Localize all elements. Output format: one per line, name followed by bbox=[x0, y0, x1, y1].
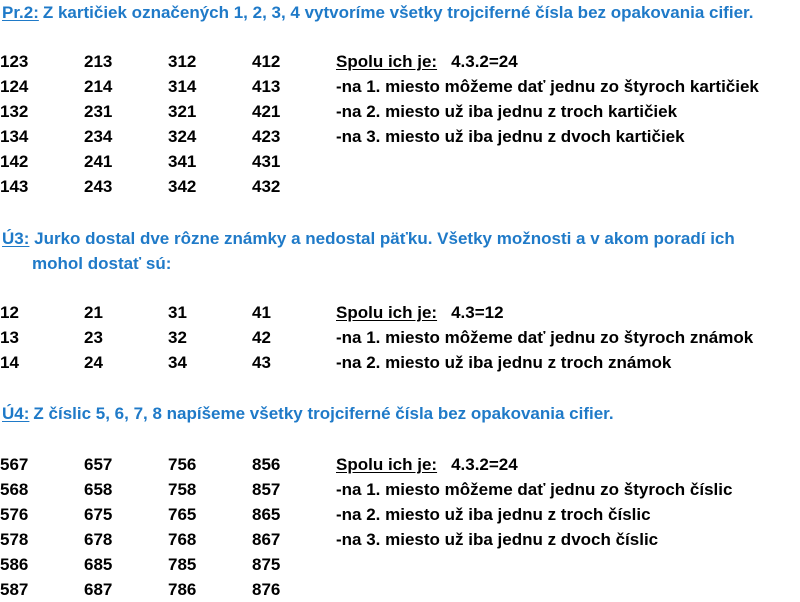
number-cell: 21 bbox=[84, 303, 103, 322]
number-cell: 42 bbox=[252, 328, 271, 347]
total-line bbox=[336, 300, 504, 325]
number-cell: 421 bbox=[252, 102, 281, 121]
table-row bbox=[0, 477, 800, 502]
number-cell: 24 bbox=[84, 353, 103, 372]
number-cell: 23 bbox=[84, 328, 103, 347]
number-cell: 31 bbox=[168, 303, 187, 322]
explanation-note: -na 3. miesto už iba jednu z dvoch kartičiek bbox=[336, 127, 685, 146]
number-cell: 43 bbox=[252, 353, 271, 372]
table-row bbox=[0, 99, 800, 124]
explanation-note: -na 2. miesto už iba jednu z troch známok bbox=[336, 353, 672, 372]
section-heading-line bbox=[2, 226, 735, 251]
number-cell: 675 bbox=[84, 505, 113, 524]
table-row bbox=[0, 124, 800, 149]
number-cell: 786 bbox=[168, 580, 197, 599]
total-value: 4.3=12 bbox=[451, 303, 504, 322]
section-title: Z kartičiek označených 1, 2, 3, 4 vytvoríme všetky trojciferné čísla bez opakovania cifier. bbox=[42, 3, 754, 22]
number-cell: 342 bbox=[168, 177, 197, 196]
number-cell: 687 bbox=[84, 580, 113, 599]
total-label: Spolu ich je: bbox=[336, 303, 438, 322]
number-cell: 685 bbox=[84, 555, 113, 574]
number-cell: 12 bbox=[0, 303, 19, 322]
section-title: Jurko dostal dve rôzne známky a nedostal päťku. Všetky možnosti a v akom poradí ich bbox=[34, 229, 735, 248]
table-row bbox=[0, 552, 800, 577]
number-cell: 142 bbox=[0, 152, 29, 171]
number-cell: 124 bbox=[0, 77, 29, 96]
number-cell: 578 bbox=[0, 530, 29, 549]
number-cell: 241 bbox=[84, 152, 113, 171]
table-row bbox=[0, 577, 800, 602]
number-cell: 41 bbox=[252, 303, 271, 322]
number-cell: 768 bbox=[168, 530, 197, 549]
number-cell: 865 bbox=[252, 505, 281, 524]
explanation-note: -na 3. miesto už iba jednu z dvoch číslic bbox=[336, 530, 659, 549]
number-cell: 412 bbox=[252, 52, 281, 71]
number-cell: 567 bbox=[0, 455, 29, 474]
table-row bbox=[0, 174, 800, 199]
number-cell: 413 bbox=[252, 77, 281, 96]
section-label: Ú4: bbox=[2, 404, 30, 423]
number-cell: 658 bbox=[84, 480, 113, 499]
number-cell: 576 bbox=[0, 505, 29, 524]
number-cell: 432 bbox=[252, 177, 281, 196]
number-cell: 876 bbox=[252, 580, 281, 599]
number-cell: 132 bbox=[0, 102, 29, 121]
total-value: 4.3.2=24 bbox=[451, 455, 518, 474]
number-cell: 756 bbox=[168, 455, 197, 474]
table-row bbox=[0, 325, 800, 350]
number-cell: 867 bbox=[252, 530, 281, 549]
number-cell: 423 bbox=[252, 127, 281, 146]
number-cell: 324 bbox=[168, 127, 197, 146]
number-cell: 314 bbox=[168, 77, 197, 96]
permutation-grid-u3 bbox=[0, 300, 800, 375]
number-cell: 765 bbox=[168, 505, 197, 524]
explanation-note: -na 2. miesto už iba jednu z troch kartičiek bbox=[336, 102, 678, 121]
permutation-grid-u4 bbox=[0, 452, 800, 602]
table-row bbox=[0, 527, 800, 552]
number-cell: 14 bbox=[0, 353, 19, 372]
permutation-grid-pr2 bbox=[0, 49, 800, 199]
section-heading-pr2 bbox=[2, 0, 753, 25]
number-cell: 875 bbox=[252, 555, 281, 574]
number-cell: 657 bbox=[84, 455, 113, 474]
number-cell: 134 bbox=[0, 127, 29, 146]
number-cell: 857 bbox=[252, 480, 281, 499]
table-row bbox=[0, 149, 800, 174]
total-label: Spolu ich je: bbox=[336, 52, 438, 71]
total-line bbox=[336, 452, 518, 477]
number-cell: 431 bbox=[252, 152, 281, 171]
number-cell: 32 bbox=[168, 328, 187, 347]
number-cell: 678 bbox=[84, 530, 113, 549]
number-cell: 243 bbox=[84, 177, 113, 196]
table-row bbox=[0, 350, 800, 375]
table-row bbox=[0, 452, 800, 477]
section-label: Pr.2: bbox=[2, 3, 39, 22]
table-row bbox=[0, 502, 800, 527]
number-cell: 785 bbox=[168, 555, 197, 574]
total-label: Spolu ich je: bbox=[336, 455, 438, 474]
number-cell: 312 bbox=[168, 52, 197, 71]
section-heading-u4 bbox=[2, 401, 614, 426]
table-row bbox=[0, 74, 800, 99]
number-cell: 231 bbox=[84, 102, 113, 121]
number-cell: 234 bbox=[84, 127, 113, 146]
number-cell: 321 bbox=[168, 102, 197, 121]
number-cell: 34 bbox=[168, 353, 187, 372]
section-label: Ú3: bbox=[2, 229, 30, 248]
number-cell: 13 bbox=[0, 328, 19, 347]
total-value: 4.3.2=24 bbox=[451, 52, 518, 71]
number-cell: 214 bbox=[84, 77, 113, 96]
number-cell: 568 bbox=[0, 480, 29, 499]
number-cell: 587 bbox=[0, 580, 29, 599]
section-title: Z číslic 5, 6, 7, 8 napíšeme všetky trojciferné čísla bez opakovania cifier. bbox=[33, 404, 614, 423]
number-cell: 758 bbox=[168, 480, 197, 499]
section-title-continuation: mohol dostať sú: bbox=[32, 254, 172, 273]
number-cell: 341 bbox=[168, 152, 197, 171]
total-line bbox=[336, 49, 518, 74]
explanation-note: -na 1. miesto môžeme dať jednu zo štyroch známok bbox=[336, 328, 754, 347]
number-cell: 213 bbox=[84, 52, 113, 71]
explanation-note: -na 2. miesto už iba jednu z troch číslic bbox=[336, 505, 651, 524]
table-row bbox=[0, 49, 800, 74]
number-cell: 143 bbox=[0, 177, 29, 196]
explanation-note: -na 1. miesto môžeme dať jednu zo štyroch kartičiek bbox=[336, 77, 759, 96]
number-cell: 586 bbox=[0, 555, 29, 574]
explanation-note: -na 1. miesto môžeme dať jednu zo štyroch číslic bbox=[336, 480, 733, 499]
number-cell: 856 bbox=[252, 455, 281, 474]
table-row bbox=[0, 300, 800, 325]
number-cell: 123 bbox=[0, 52, 29, 71]
section-heading-u3 bbox=[2, 226, 735, 276]
